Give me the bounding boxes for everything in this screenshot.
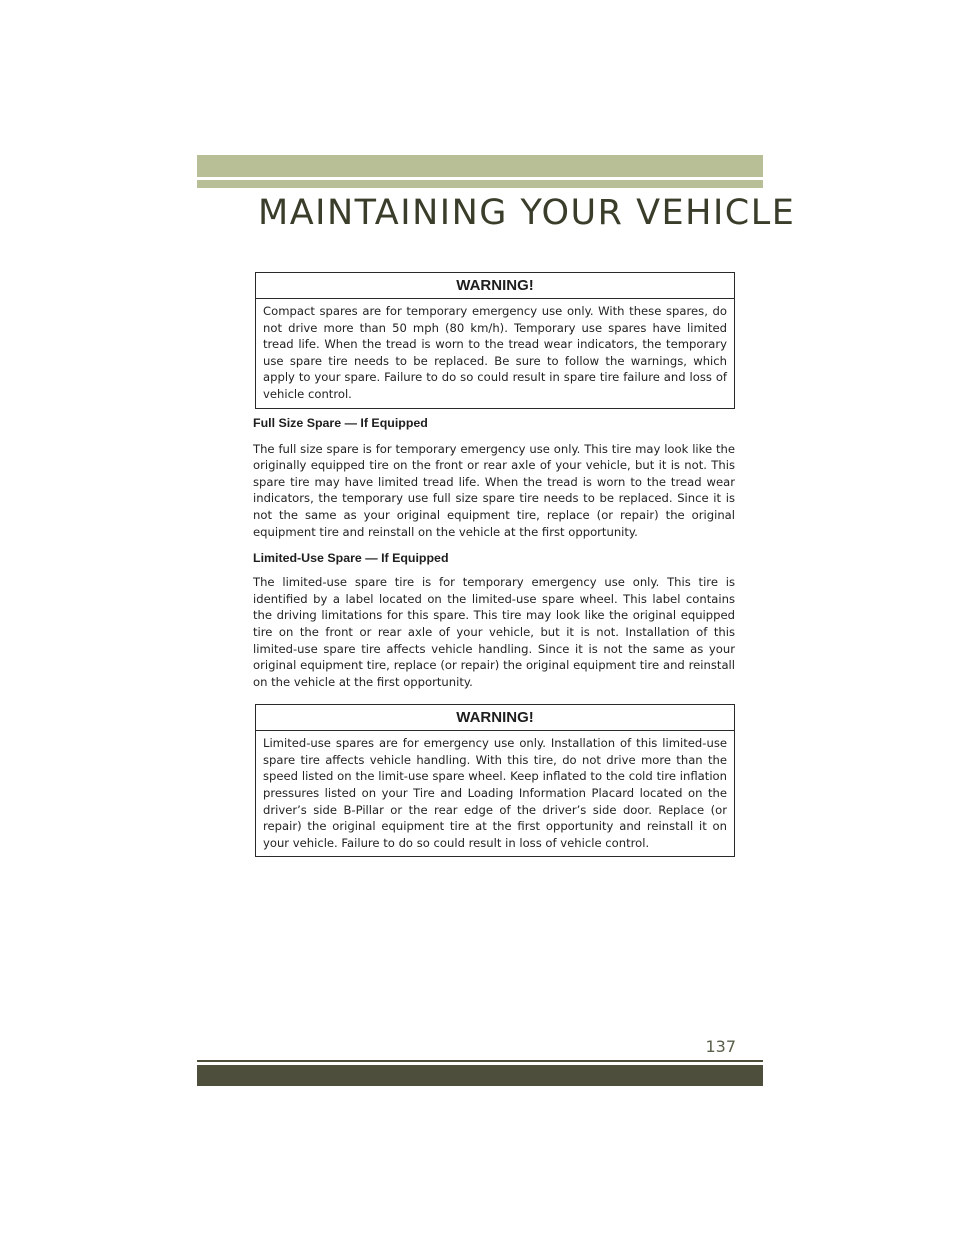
footer-rule: [197, 1060, 763, 1062]
footer-band: [197, 1065, 763, 1086]
warning-heading: WARNING!: [256, 273, 734, 299]
limited-use-spare-heading: Limited-Use Spare — If Equipped: [253, 551, 449, 566]
full-size-spare-heading: Full Size Spare — If Equipped: [253, 415, 428, 430]
section-title: MAINTAINING YOUR VEHICLE: [258, 193, 796, 233]
warning-box-limited-use-spare: [255, 704, 735, 857]
warning-box-compact-spare: [255, 272, 735, 409]
warning-heading: WARNING!: [256, 705, 734, 731]
header-rule: [197, 180, 763, 188]
warning-text: Limited-use spares are for emergency use only. Installation of this limited-use spare tire affects vehicle handling. With this tire, do not drive more than the speed listed on the limit-use spare wheel. Keep inflated to the cold tire inflation pressures listed on your Tire and Loading Information Placard located on the driver’s side B-Pillar or the rear edge of the driver’s side door. Replace (or repair) the original equipment tire at the first opportunity and reinstall it on your vehicle. Failure to do so could result in loss of vehicle control.: [263, 736, 727, 850]
page-content: [255, 272, 735, 857]
page-number: 137: [705, 1037, 736, 1056]
limited-use-spare-paragraph: The limited-use spare tire is for temporary emergency use only. This tire is identified by a label located on the limited-use spare wheel. This label contains the driving limitations for this spare. This tire may look like the original equipped tire on the front or rear axle of your vehicle, but it is not. Installation of this limited-use spare tire affects vehicle handling. Since it is not the same as your original equipment tire, replace (or repair) the original equipment tire and reinstall on the vehicle at the first opportunity.: [253, 575, 735, 689]
header-band: [197, 155, 763, 177]
full-size-spare-paragraph: The full size spare is for temporary emergency use only. This tire may look like the originally equipped tire on the front or rear axle of your vehicle, but it is not. This spare tire may have limited tread life. When the tread is worn to the tread wear indicators, the temporary use full size spare tire needs to be replaced. Since it is not the same as your original equipment tire, replace (or repair) the original equipment tire and reinstall on the vehicle at the first opportunity.: [253, 441, 735, 539]
warning-text: Compact spares are for temporary emergency use only. With these spares, do not drive more than 50 mph (80 km/h). Temporary use spares have limited tread life. When the tread is worn to the tread wear indicators, the temporary use spare tire needs to be replaced. Be sure to follow the warnings, which apply to your spare. Failure to do so could result in spare tire failure and loss of vehicle control.: [263, 304, 727, 401]
